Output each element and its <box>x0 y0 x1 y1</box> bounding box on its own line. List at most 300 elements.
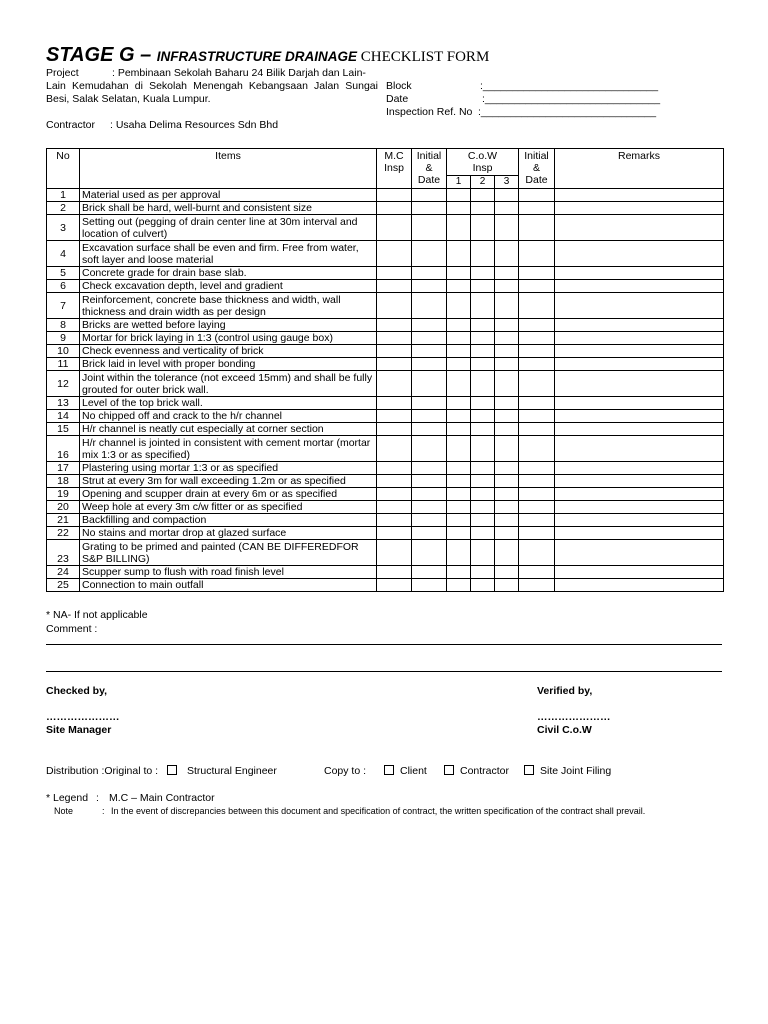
table-row <box>47 436 724 462</box>
header-items: Items <box>80 149 377 189</box>
table-row <box>47 397 724 410</box>
form-title <box>46 44 489 67</box>
initial-date-cell[interactable] <box>412 332 447 345</box>
mc-insp-cell[interactable] <box>377 189 412 202</box>
mc-insp-cell[interactable] <box>377 475 412 488</box>
remarks-cell[interactable] <box>555 293 724 319</box>
cow-2-cell[interactable] <box>471 423 495 436</box>
cow-2-cell[interactable] <box>471 410 495 423</box>
note-label: Note <box>54 806 74 816</box>
cow-3-cell[interactable] <box>495 267 519 280</box>
cow-3-cell[interactable] <box>495 475 519 488</box>
table-row <box>47 345 724 358</box>
remarks-cell[interactable] <box>555 202 724 215</box>
initial-date-cell[interactable] <box>412 267 447 280</box>
cow-2-cell[interactable] <box>471 501 495 514</box>
distribution-label: Distribution :Original to : <box>46 765 159 777</box>
cow-2-cell[interactable] <box>471 332 495 345</box>
remarks-cell[interactable] <box>555 319 724 332</box>
table-row <box>47 423 724 436</box>
table-row <box>47 280 724 293</box>
cow-2-cell[interactable] <box>471 540 495 566</box>
remarks-cell[interactable] <box>555 423 724 436</box>
cow-3-cell[interactable] <box>495 410 519 423</box>
initial-date-2-cell[interactable] <box>519 410 555 423</box>
initial-date-2-cell[interactable] <box>519 488 555 501</box>
mc-insp-cell[interactable] <box>377 280 412 293</box>
cow-3-cell[interactable] <box>495 423 519 436</box>
cow-2-cell[interactable] <box>471 358 495 371</box>
cow-3-cell[interactable] <box>495 293 519 319</box>
mc-insp-cell[interactable] <box>377 566 412 579</box>
mc-insp-cell[interactable] <box>377 397 412 410</box>
initial-date-cell[interactable] <box>412 319 447 332</box>
mc-insp-cell[interactable] <box>377 345 412 358</box>
initial-date-2-cell[interactable] <box>519 501 555 514</box>
row-number: 4 <box>47 241 80 267</box>
row-number: 16 <box>47 436 80 462</box>
row-item: H/r channel is jointed in consistent with cement mortar (mortar mix 1:3 or as specified) <box>80 436 377 462</box>
row-item: Concrete grade for drain base slab. <box>80 267 377 280</box>
legend-value: M.C – Main Contractor <box>109 792 215 804</box>
cow-1-cell[interactable] <box>447 189 471 202</box>
row-item: Scupper sump to flush with road finish level <box>80 566 377 579</box>
initial-date-2-cell[interactable] <box>519 267 555 280</box>
cow-3-cell[interactable] <box>495 202 519 215</box>
row-number: 9 <box>47 332 80 345</box>
cow-2-cell[interactable] <box>471 514 495 527</box>
initial-date-cell[interactable] <box>412 436 447 462</box>
table-row <box>47 293 724 319</box>
project-label: Project <box>46 67 79 79</box>
checked-by-label: Checked by, <box>46 685 108 697</box>
cow-1-cell[interactable] <box>447 397 471 410</box>
initial-date-cell[interactable] <box>412 202 447 215</box>
initial-date-2-cell[interactable] <box>519 293 555 319</box>
mc-insp-cell[interactable] <box>377 514 412 527</box>
site-checkbox-icon[interactable] <box>524 765 534 775</box>
mc-insp-cell[interactable] <box>377 332 412 345</box>
row-number: 24 <box>47 566 80 579</box>
remarks-cell[interactable] <box>555 189 724 202</box>
initial-date-cell[interactable] <box>412 410 447 423</box>
mc-insp-cell[interactable] <box>377 436 412 462</box>
initial-date-2-cell[interactable] <box>519 189 555 202</box>
row-item: Connection to main outfall <box>80 579 377 592</box>
mc-insp-cell[interactable] <box>377 579 412 592</box>
remarks-cell[interactable] <box>555 345 724 358</box>
table-row <box>47 319 724 332</box>
header-cow-2: 2 <box>471 176 495 189</box>
initial-date-cell[interactable] <box>412 475 447 488</box>
remarks-cell[interactable] <box>555 475 724 488</box>
row-item: Check evenness and verticality of brick <box>80 345 377 358</box>
cow-2-cell[interactable] <box>471 397 495 410</box>
cow-3-cell[interactable] <box>495 501 519 514</box>
row-item: No stains and mortar drop at glazed surface <box>80 527 377 540</box>
cow-2-cell[interactable] <box>471 202 495 215</box>
row-number: 2 <box>47 202 80 215</box>
cow-1-cell[interactable] <box>447 319 471 332</box>
cow-2-cell[interactable] <box>471 488 495 501</box>
table-row <box>47 566 724 579</box>
remarks-cell[interactable] <box>555 371 724 397</box>
initial-date-cell[interactable] <box>412 280 447 293</box>
header-cow-1: 1 <box>447 176 471 189</box>
initial-date-2-cell[interactable] <box>519 436 555 462</box>
comment-line-2[interactable] <box>46 671 722 672</box>
header-cow-insp-text: C.o.W Insp <box>467 150 498 174</box>
cow-2-cell[interactable] <box>471 267 495 280</box>
date-field[interactable]: :______________________________ <box>482 93 661 105</box>
checked-signature-line[interactable]: ………………… <box>46 711 120 723</box>
row-number: 3 <box>47 215 80 241</box>
row-number: 22 <box>47 527 80 540</box>
mc-insp-cell[interactable] <box>377 540 412 566</box>
mc-insp-cell[interactable] <box>377 527 412 540</box>
inspection-ref-label: Inspection Ref. No <box>386 106 473 118</box>
initial-date-cell[interactable] <box>412 215 447 241</box>
row-number: 19 <box>47 488 80 501</box>
row-number: 5 <box>47 267 80 280</box>
cow-3-cell[interactable] <box>495 280 519 293</box>
initial-date-2-cell[interactable] <box>519 423 555 436</box>
table-row <box>47 462 724 475</box>
mc-insp-cell[interactable] <box>377 410 412 423</box>
title-stage: STAGE G <box>46 44 135 66</box>
cow-3-cell[interactable] <box>495 540 519 566</box>
header-no: No <box>47 149 80 189</box>
initial-date-2-cell[interactable] <box>519 540 555 566</box>
header-remarks: Remarks <box>555 149 724 189</box>
remarks-cell[interactable] <box>555 358 724 371</box>
cow-1-cell[interactable] <box>447 514 471 527</box>
legend-colon: : <box>96 792 99 804</box>
header-cow-3: 3 <box>495 176 519 189</box>
initial-date-2-cell[interactable] <box>519 215 555 241</box>
cow-1-cell[interactable] <box>447 462 471 475</box>
table-row <box>47 540 724 566</box>
title-dash: – <box>134 44 157 66</box>
initial-date-cell[interactable] <box>412 527 447 540</box>
cow-1-cell[interactable] <box>447 527 471 540</box>
cow-3-cell[interactable] <box>495 332 519 345</box>
row-number: 21 <box>47 514 80 527</box>
cow-1-cell[interactable] <box>447 540 471 566</box>
remarks-cell[interactable] <box>555 267 724 280</box>
initial-date-cell[interactable] <box>412 540 447 566</box>
row-number: 14 <box>47 410 80 423</box>
row-item: Weep hole at every 3m c/w fitter or as specified <box>80 501 377 514</box>
cow-2-cell[interactable] <box>471 475 495 488</box>
cow-3-cell[interactable] <box>495 488 519 501</box>
cow-3-cell[interactable] <box>495 527 519 540</box>
copy-client-option[interactable] <box>384 765 427 778</box>
initial-date-cell[interactable] <box>412 241 447 267</box>
row-item: Backfilling and compaction <box>80 514 377 527</box>
copy-client-label: Client <box>400 765 427 777</box>
initial-date-2-cell[interactable] <box>519 319 555 332</box>
contractor-label: Contractor <box>46 119 96 131</box>
cow-2-cell[interactable] <box>471 215 495 241</box>
cow-2-cell[interactable] <box>471 241 495 267</box>
row-item: H/r channel is neatly cut especially at corner section <box>80 423 377 436</box>
cow-2-cell[interactable] <box>471 189 495 202</box>
table-row <box>47 514 724 527</box>
table-row <box>47 189 724 202</box>
initial-date-2-cell[interactable] <box>519 566 555 579</box>
client-checkbox-icon[interactable] <box>384 765 394 775</box>
cow-3-cell[interactable] <box>495 397 519 410</box>
table-row <box>47 241 724 267</box>
cow-3-cell[interactable] <box>495 345 519 358</box>
mc-insp-cell[interactable] <box>377 202 412 215</box>
cow-3-cell[interactable] <box>495 436 519 462</box>
row-number: 1 <box>47 189 80 202</box>
copy-site-option[interactable] <box>524 765 611 778</box>
cow-2-cell[interactable] <box>471 462 495 475</box>
table-row <box>47 475 724 488</box>
header-initial-date-text: Initial & Date <box>416 150 442 186</box>
initial-date-2-cell[interactable] <box>519 202 555 215</box>
cow-2-cell[interactable] <box>471 566 495 579</box>
mc-insp-cell[interactable] <box>377 319 412 332</box>
row-item: Reinforcement, concrete base thickness and width, wall thickness and drain width as per design <box>80 293 377 319</box>
cow-1-cell[interactable] <box>447 488 471 501</box>
initial-date-cell[interactable] <box>412 514 447 527</box>
checklist-table <box>46 148 724 592</box>
initial-date-2-cell[interactable] <box>519 514 555 527</box>
remarks-cell[interactable] <box>555 540 724 566</box>
initial-date-2-cell[interactable] <box>519 280 555 293</box>
table-row <box>47 332 724 345</box>
header-initial-date <box>412 149 447 189</box>
structural-checkbox-icon[interactable] <box>167 765 177 775</box>
project-value-rest: Lain Kemudahan di Sekolah Menengah Kebangsaan Jalan Sungai Besi, Salak Selatan, Kuala Lumpur. <box>46 80 378 105</box>
initial-date-cell[interactable] <box>412 488 447 501</box>
title-subject: INFRASTRUCTURE DRAINAGE <box>156 49 358 64</box>
cow-2-cell[interactable] <box>471 319 495 332</box>
initial-date-cell[interactable] <box>412 371 447 397</box>
mc-insp-cell[interactable] <box>377 267 412 280</box>
initial-date-cell[interactable] <box>412 345 447 358</box>
table-row <box>47 579 724 592</box>
cow-1-cell[interactable] <box>447 241 471 267</box>
remarks-cell[interactable] <box>555 566 724 579</box>
cow-3-cell[interactable] <box>495 189 519 202</box>
initial-date-2-cell[interactable] <box>519 475 555 488</box>
cow-3-cell[interactable] <box>495 319 519 332</box>
remarks-cell[interactable] <box>555 241 724 267</box>
table-row <box>47 202 724 215</box>
cow-1-cell[interactable] <box>447 566 471 579</box>
cow-3-cell[interactable] <box>495 579 519 592</box>
initial-date-2-cell[interactable] <box>519 345 555 358</box>
row-number: 8 <box>47 319 80 332</box>
initial-date-cell[interactable] <box>412 462 447 475</box>
comment-label: Comment : <box>46 623 98 635</box>
initial-date-cell[interactable] <box>412 566 447 579</box>
header-cow-insp <box>447 149 519 176</box>
row-number: 18 <box>47 475 80 488</box>
row-number: 12 <box>47 371 80 397</box>
cow-2-cell[interactable] <box>471 280 495 293</box>
initial-date-cell[interactable] <box>412 358 447 371</box>
row-item: Setting out (pegging of drain center line at 30m interval and location of culvert) <box>80 215 377 241</box>
header-mc-insp <box>377 149 412 189</box>
row-item: Joint within the tolerance (not exceed 15mm) and shall be fully grouted for outer brick wall. <box>80 371 377 397</box>
copy-to-label: Copy to : <box>324 765 367 777</box>
initial-date-cell[interactable] <box>412 189 447 202</box>
row-item: Brick laid in level with proper bonding <box>80 358 377 371</box>
verified-role: Civil C.o.W <box>537 724 592 736</box>
cow-3-cell[interactable] <box>495 358 519 371</box>
mc-insp-cell[interactable] <box>377 215 412 241</box>
remarks-cell[interactable] <box>555 332 724 345</box>
verified-signature-line[interactable]: ………………… <box>537 711 611 723</box>
cow-1-cell[interactable] <box>447 501 471 514</box>
initial-date-2-cell[interactable] <box>519 371 555 397</box>
cow-1-cell[interactable] <box>447 358 471 371</box>
row-item: Strut at every 3m for wall exceeding 1.2m or as specified <box>80 475 377 488</box>
table-row <box>47 410 724 423</box>
cow-1-cell[interactable] <box>447 579 471 592</box>
table-row <box>47 527 724 540</box>
cow-3-cell[interactable] <box>495 215 519 241</box>
remarks-cell[interactable] <box>555 410 724 423</box>
inspection-ref-field[interactable]: :______________________________ <box>478 106 657 118</box>
cow-1-cell[interactable] <box>447 332 471 345</box>
verified-by-label: Verified by, <box>537 685 593 697</box>
initial-date-cell[interactable] <box>412 423 447 436</box>
cow-1-cell[interactable] <box>447 423 471 436</box>
note-colon: : <box>102 806 105 816</box>
contractor-value: : Usaha Delima Resources Sdn Bhd <box>110 119 279 131</box>
dist-structural-label: Structural Engineer <box>187 765 277 777</box>
cow-1-cell[interactable] <box>447 293 471 319</box>
cow-2-cell[interactable] <box>471 293 495 319</box>
header-initial-date-2 <box>519 149 555 189</box>
block-label: Block <box>386 80 412 92</box>
remarks-cell[interactable] <box>555 579 724 592</box>
row-item: Grating to be primed and painted (CAN BE DIFFEREDFOR S&P BILLING) <box>80 540 377 566</box>
title-form: CHECKLIST FORM <box>357 49 490 65</box>
remarks-cell[interactable] <box>555 527 724 540</box>
initial-date-2-cell[interactable] <box>519 358 555 371</box>
row-item: Material used as per approval <box>80 189 377 202</box>
row-item: Opening and scupper drain at every 6m or as specified <box>80 488 377 501</box>
project-value-line1: : Pembinaan Sekolah Baharu 24 Bilik Darjah dan Lain- <box>112 67 366 79</box>
dist-structural-option[interactable] <box>167 765 277 778</box>
mc-insp-cell[interactable] <box>377 241 412 267</box>
row-number: 6 <box>47 280 80 293</box>
cow-2-cell[interactable] <box>471 579 495 592</box>
header-mc-insp-text: M.C Insp <box>384 150 404 174</box>
row-item: Brick shall be hard, well-burnt and consistent size <box>80 202 377 215</box>
cow-1-cell[interactable] <box>447 371 471 397</box>
cow-1-cell[interactable] <box>447 202 471 215</box>
cow-1-cell[interactable] <box>447 475 471 488</box>
mc-insp-cell[interactable] <box>377 293 412 319</box>
initial-date-2-cell[interactable] <box>519 462 555 475</box>
comment-line-1[interactable] <box>46 644 722 645</box>
row-item: Check excavation depth, level and gradient <box>80 280 377 293</box>
contractor-checkbox-icon[interactable] <box>444 765 454 775</box>
cow-3-cell[interactable] <box>495 371 519 397</box>
cow-2-cell[interactable] <box>471 436 495 462</box>
note-value: In the event of discrepancies between this document and specification of contract, the written specification of the contract shall prevail. <box>111 806 646 816</box>
remarks-cell[interactable] <box>555 514 724 527</box>
row-item: Level of the top brick wall. <box>80 397 377 410</box>
row-number: 20 <box>47 501 80 514</box>
cow-3-cell[interactable] <box>495 241 519 267</box>
cow-3-cell[interactable] <box>495 462 519 475</box>
initial-date-2-cell[interactable] <box>519 397 555 410</box>
table-row <box>47 267 724 280</box>
initial-date-cell[interactable] <box>412 293 447 319</box>
remarks-cell[interactable] <box>555 397 724 410</box>
cow-2-cell[interactable] <box>471 345 495 358</box>
checklist-body <box>47 189 724 592</box>
remarks-cell[interactable] <box>555 215 724 241</box>
row-number: 17 <box>47 462 80 475</box>
cow-2-cell[interactable] <box>471 527 495 540</box>
row-number: 23 <box>47 540 80 566</box>
table-row <box>47 215 724 241</box>
date-label: Date <box>386 93 409 105</box>
remarks-cell[interactable] <box>555 488 724 501</box>
na-note: * NA- If not applicable <box>46 609 148 621</box>
remarks-cell[interactable] <box>555 462 724 475</box>
cow-2-cell[interactable] <box>471 371 495 397</box>
row-number: 7 <box>47 293 80 319</box>
mc-insp-cell[interactable] <box>377 371 412 397</box>
copy-site-label: Site Joint Filing <box>540 765 612 777</box>
cow-1-cell[interactable] <box>447 267 471 280</box>
remarks-cell[interactable] <box>555 280 724 293</box>
initial-date-cell[interactable] <box>412 397 447 410</box>
initial-date-cell[interactable] <box>412 579 447 592</box>
remarks-cell[interactable] <box>555 501 724 514</box>
mc-insp-cell[interactable] <box>377 488 412 501</box>
cow-1-cell[interactable] <box>447 280 471 293</box>
initial-date-2-cell[interactable] <box>519 241 555 267</box>
initial-date-2-cell[interactable] <box>519 579 555 592</box>
remarks-cell[interactable] <box>555 436 724 462</box>
cow-1-cell[interactable] <box>447 345 471 358</box>
row-item: Mortar for brick laying in 1:3 (control using gauge box) <box>80 332 377 345</box>
mc-insp-cell[interactable] <box>377 358 412 371</box>
cow-3-cell[interactable] <box>495 566 519 579</box>
cow-3-cell[interactable] <box>495 514 519 527</box>
table-row <box>47 501 724 514</box>
row-number: 11 <box>47 358 80 371</box>
initial-date-2-cell[interactable] <box>519 332 555 345</box>
row-number: 15 <box>47 423 80 436</box>
cow-1-cell[interactable] <box>447 436 471 462</box>
cow-1-cell[interactable] <box>447 215 471 241</box>
mc-insp-cell[interactable] <box>377 462 412 475</box>
initial-date-2-cell[interactable] <box>519 527 555 540</box>
block-field[interactable]: :______________________________ <box>480 80 659 92</box>
mc-insp-cell[interactable] <box>377 423 412 436</box>
cow-1-cell[interactable] <box>447 410 471 423</box>
copy-contractor-option[interactable] <box>444 765 509 778</box>
mc-insp-cell[interactable] <box>377 501 412 514</box>
initial-date-cell[interactable] <box>412 501 447 514</box>
row-item: Bricks are wetted before laying <box>80 319 377 332</box>
row-number: 13 <box>47 397 80 410</box>
